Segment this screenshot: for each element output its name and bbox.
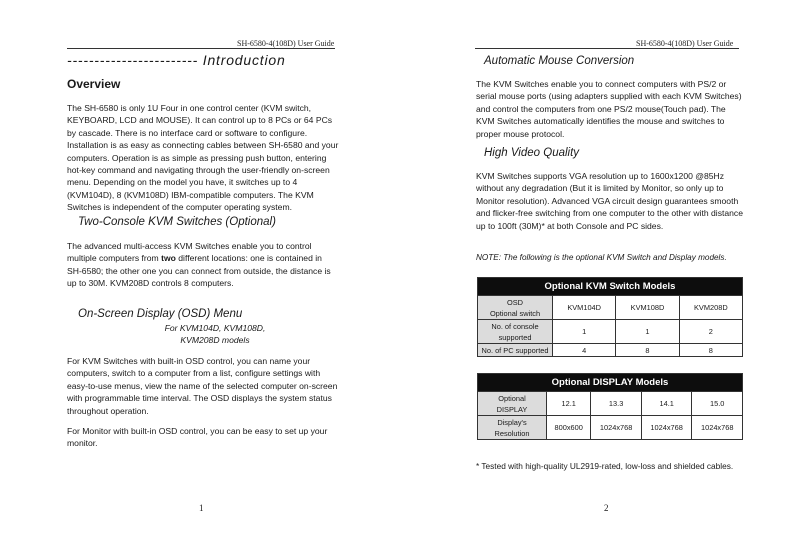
osd-subtitle bbox=[120, 322, 310, 347]
display-size-cell: 14.1 bbox=[641, 392, 692, 416]
kvm-pc-cell: 4 bbox=[553, 344, 616, 357]
two-console-text-bold: two bbox=[161, 253, 176, 264]
display-table-title: Optional DISPLAY Models bbox=[478, 374, 743, 392]
display-res-cell: 1024x768 bbox=[641, 416, 692, 440]
kvm-header-label-line2: Optional switch bbox=[489, 308, 541, 318]
page-number: 2 bbox=[604, 503, 609, 513]
kvm-console-cell: 2 bbox=[679, 320, 742, 344]
kvm-pc-cell: 8 bbox=[679, 344, 742, 357]
kvm-pc-cell: 8 bbox=[616, 344, 679, 357]
page-number: 1 bbox=[199, 503, 204, 513]
right-page bbox=[404, 0, 808, 545]
kvm-console-label-line1: No. of console bbox=[491, 321, 539, 331]
overview-paragraph: The SH-6580 is only 1U Four in one control center (KVM switch, KEYBOARD, LCD and MOUSE). It can control up to 8 PCs or 64 PCs by cascade. There is no interface card or software to configure. Installation is as easy as connecting cables between SH-6580 and your computers. Operation is as simple as pressing push button, entering hot-key command and navigating through the user-friendly on-screen menu. Depending on the model you have, it switches up to 4 (KVM104D), 8 (KVM108D) IBM-compatible computers. The KVM Switches is independent of the computer operating system. bbox=[67, 103, 339, 213]
mouse-paragraph: The KVM Switches enable you to connect computers with PS/2 or serial mouse ports (using adapters supplied with each KVM Switches) and control the computers from one PS/2 mouse(Touch pad). The KVM Switches automatically identifies the mouse and switches to proper mouse protocol. bbox=[476, 79, 742, 139]
table-note: NOTE: The following is the optional KVM Switch and Display models. bbox=[476, 253, 727, 262]
display-header-label-line2: DISPLAY bbox=[496, 404, 528, 414]
monitor-paragraph: For Monitor with built-in OSD control, you can be easy to set up your monitor. bbox=[67, 426, 328, 449]
kvm-model-cell: KVM108D bbox=[616, 296, 679, 320]
page-header: SH-6580-4(108D) User Guide bbox=[636, 39, 734, 48]
kvm-console-label bbox=[478, 320, 553, 344]
two-console-text-post: different locations: one is contained in SH-6580; the other one you can connect from outside, the distance is up to 30M. KVM208D controls 8 computers. bbox=[67, 253, 331, 289]
two-console-heading: Two-Console KVM Switches (Optional) bbox=[78, 216, 276, 228]
osd-subtitle-line1: For KVM104D, KVM108D, bbox=[164, 323, 266, 333]
display-res-label-line2: Resolution bbox=[494, 428, 530, 438]
two-console-paragraph bbox=[67, 240, 339, 290]
video-heading: High Video Quality bbox=[484, 147, 580, 159]
display-header-label-line1: Optional bbox=[498, 393, 526, 403]
video-paragraph: KVM Switches supports VGA resolution up to 1600x1200 @85Hz without any degradation (But it is limited by Monitor, so only up to Monitor resolution). Advanced VGA circuit design guarantees smooth and flicker-free switching from one computer to the other with distance up to 100ft (30M)* at both Console and PC sides. bbox=[476, 171, 744, 231]
kvm-header-label-line1: OSD bbox=[506, 297, 523, 307]
display-res-label bbox=[478, 416, 547, 440]
display-size-cell: 12.1 bbox=[547, 392, 591, 416]
footnote: * Tested with high-quality UL2919-rated, low-loss and shielded cables. bbox=[476, 461, 734, 471]
display-size-cell: 15.0 bbox=[692, 392, 743, 416]
kvm-model-cell: KVM208D bbox=[679, 296, 742, 320]
header-rule bbox=[67, 48, 335, 49]
display-models-table bbox=[477, 373, 743, 440]
display-res-cell: 800x600 bbox=[547, 416, 591, 440]
osd-paragraph: For KVM Switches with built-in OSD control, you can name your computers, switch to a computer from a list, configure settings with easy-to-use menus, view the name of the selected computer on-screen with programmable time interval. The OSD displays the system status throughout operation. bbox=[67, 356, 338, 416]
display-res-cell: 1024x768 bbox=[692, 416, 743, 440]
overview-heading: Overview bbox=[67, 77, 121, 91]
mouse-heading: Automatic Mouse Conversion bbox=[484, 55, 635, 67]
kvm-console-label-line2: supported bbox=[498, 332, 532, 342]
display-res-label-line1: Display's bbox=[497, 417, 527, 427]
kvm-table-title: Optional KVM Switch Models bbox=[478, 278, 743, 296]
kvm-models-table bbox=[477, 277, 743, 357]
header-rule bbox=[475, 48, 739, 49]
section-title: ------------------------ Introduction bbox=[67, 52, 286, 68]
kvm-console-cell: 1 bbox=[553, 320, 616, 344]
display-res-cell: 1024x768 bbox=[591, 416, 642, 440]
kvm-model-cell: KVM104D bbox=[553, 296, 616, 320]
two-console-text-pre: The advanced multi-access KVM Switches enable you to control multiple computers from bbox=[67, 241, 312, 264]
display-size-cell: 13.3 bbox=[591, 392, 642, 416]
page-header: SH-6580-4(108D) User Guide bbox=[237, 39, 335, 48]
kvm-pc-label: No. of PC supported bbox=[478, 344, 553, 357]
kvm-header-label bbox=[478, 296, 553, 320]
display-header-label bbox=[478, 392, 547, 416]
osd-heading: On-Screen Display (OSD) Menu bbox=[78, 308, 243, 320]
kvm-console-cell: 1 bbox=[616, 320, 679, 344]
osd-subtitle-line2: KVM208D models bbox=[180, 335, 250, 346]
